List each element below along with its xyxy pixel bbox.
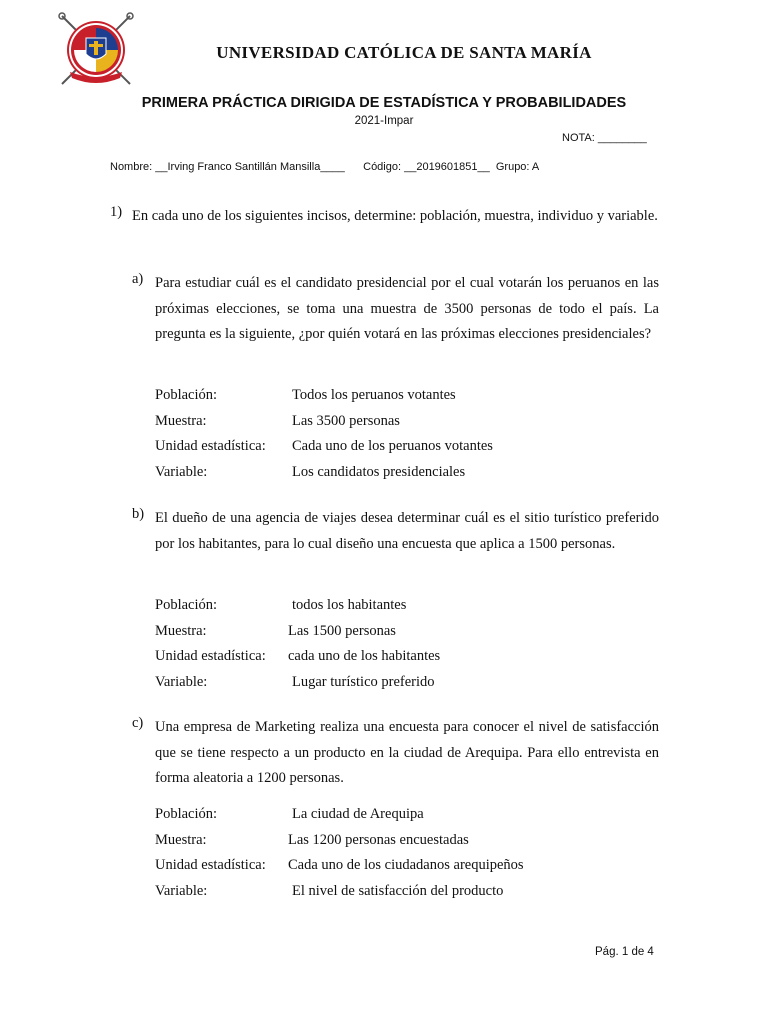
document-title: PRIMERA PRÁCTICA DIRIGIDA DE ESTADÍSTICA Y PROBABILIDADES [141,95,627,111]
answer-label: Unidad estadística: [155,648,266,664]
answer-value: El nivel de satisfacción del producto [292,883,504,899]
answer-label: Población: [155,597,218,613]
answer-value: Las 1500 personas [288,623,396,639]
answer-label: Variable: [155,464,208,480]
answer-value: Los candidatos presidenciales [292,464,466,480]
answer-value: Las 3500 personas [292,413,400,429]
part-letter: c) [132,715,144,731]
answer-label: Muestra: [155,623,207,639]
question-number: 1) [110,204,123,220]
answer-label: Unidad estadística: [155,438,266,454]
answer-value: Cada uno de los peruanos votantes [292,438,493,454]
student-info-line: Nombre: __Irving Franco Santillán Mansilla____ Código: __2019601851__ Grupo: A [110,161,540,173]
answer-value: Las 1200 personas encuestadas [288,832,469,848]
page-number: Pág. 1 de 4 [595,946,654,958]
answer-value: Cada uno de los ciudadanos arequipeños [288,857,524,873]
question-text: En cada uno de los siguientes incisos, determine: población, muestra, individuo y variable. [132,208,658,224]
answer-value: La ciudad de Arequipa [292,806,424,822]
grade-field: NOTA: ________ [562,132,647,144]
answer-label: Población: [155,806,218,822]
part-text: El dueño de una agencia de viajes desea determinar cuál es el sitio turístico preferido por los habitantes, para lo cual diseño una encuesta que aplica a 1500 personas. [155,510,659,552]
part-letter: b) [132,506,145,522]
answer-label: Variable: [155,883,208,899]
part-text: Para estudiar cuál es el candidato presidencial por el cual votarán los peruanos en las próximas elecciones, se toma una muestra de 3500 personas de todo el país. La pregunta es la siguiente, ¿por quién votará en las próximas elecciones presidenciales? [155,275,659,342]
answer-value: todos los habitantes [292,597,407,613]
answer-label: Muestra: [155,832,207,848]
part-text: Una empresa de Marketing realiza una encuesta para conocer el nivel de satisfacción que se tiene respecto a un producto en la ciudad de Arequipa. Para ello entrevista en forma aleatoria a 1200 personas. [155,719,659,786]
answer-value: Lugar turístico preferido [292,674,435,690]
answer-value: cada uno de los habitantes [288,648,441,664]
answer-label: Población: [155,387,218,403]
answer-label: Variable: [155,674,208,690]
answer-value: Todos los peruanos votantes [292,387,456,403]
answer-label: Muestra: [155,413,207,429]
part-letter: a) [132,271,144,287]
answer-label: Unidad estadística: [155,857,266,873]
university-name: UNIVERSIDAD CATÓLICA DE SANTA MARÍA [216,43,592,62]
term-label: 2021-Impar [354,115,414,127]
